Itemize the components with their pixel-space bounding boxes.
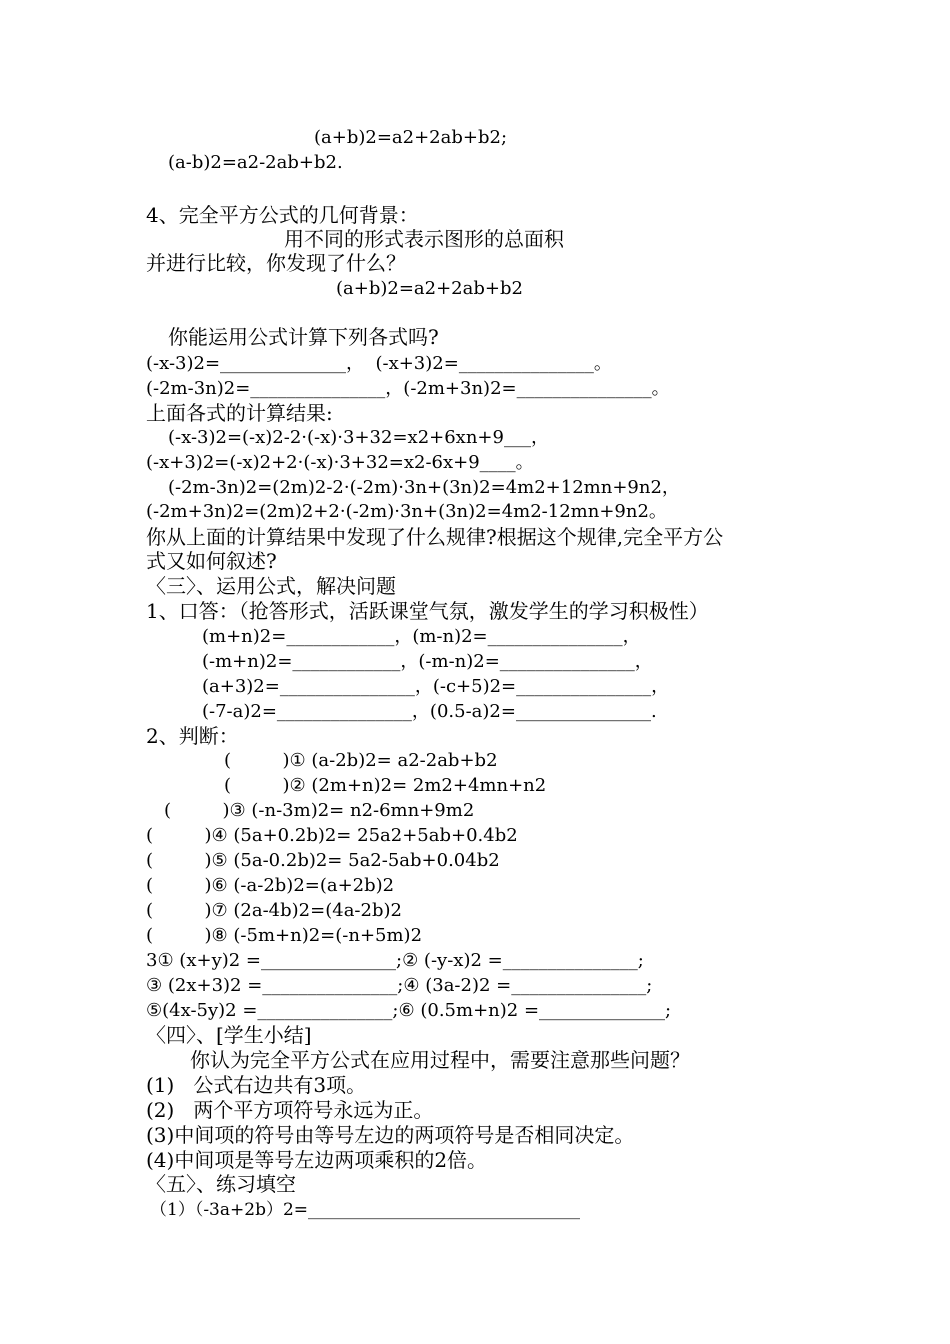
section-heading: 2、判断： [146, 724, 239, 748]
summary-item: (3)中间项的符号由等号左边的两项符号是否相同决定。 [146, 1123, 635, 1147]
text-line: 你从上面的计算结果中发现了什么规律?根据这个规律,完全平方公 [146, 525, 724, 549]
judgment-line: ( )⑧ (-5m+n)2=(-n+5m)2 [146, 925, 423, 946]
judgment-line: ( )⑤ (5a-0.2b)2= 5a2-5ab+0.04b2 [146, 850, 500, 871]
text-line: 你能运用公式计算下列各式吗? [168, 325, 439, 349]
formula-line: (a+b)2=a2+2ab+b2; [314, 127, 508, 148]
text-line: 上面各式的计算结果: [146, 401, 333, 425]
summary-item: (2) 两个平方项符号永远为正。 [146, 1098, 434, 1122]
exercise-line: ⑤(4x-5y)2 =_______________;⑥ (0.5m+n)2 =______________; [146, 1000, 672, 1021]
section-heading: 〈四〉、[学生小结] [146, 1023, 312, 1047]
solution-line: (-x+3)2=(-x)2+2·(-x)·3+32=x2-6x+9____。 [146, 452, 534, 473]
section-heading: 4、完全平方公式的几何背景： [146, 203, 419, 227]
summary-item: (1) 公式右边共有3项。 [146, 1073, 367, 1097]
text-line: 并进行比较，你发现了什么？ [146, 251, 406, 275]
exercise-line: (-2m-3n)2=_______________，(-2m+3n)2=_______________。 [146, 378, 670, 399]
judgment-line: ( )② (2m+n)2= 2m2+4mn+n2 [224, 775, 547, 796]
text-line: 用不同的形式表示图形的总面积 [284, 227, 564, 251]
exercise-line: (m+n)2=____________，(m-n)2=_______________， [202, 626, 641, 647]
solution-line: (-x-3)2=(-x)2-2·(-x)·3+32=x2+6xn+9___， [168, 427, 549, 448]
formula-line: (a+b)2=a2+2ab+b2 [336, 278, 523, 299]
exercise-line: 3① (x+y)2 =_______________;② (-y-x)2 =_______________; [146, 950, 644, 971]
solution-line: (-2m+3n)2=(2m)2+2·(-2m)·3n+(3n)2=4m2-12mn+9n2。 [146, 501, 667, 522]
judgment-line: ( )③ (-n-3m)2= n2-6mn+9m2 [164, 800, 475, 821]
judgment-line: ( )⑥ (-a-2b)2=(a+2b)2 [146, 875, 395, 896]
text-line: 式又如何叙述? [146, 549, 277, 573]
exercise-line: (a+3)2=_______________，(-c+5)2=_______________， [202, 676, 670, 697]
summary-item: (4)中间项是等号左边两项乘积的2倍。 [146, 1148, 488, 1172]
exercise-line: (-m+n)2=____________，(-m-n)2=_______________， [202, 651, 653, 672]
exercise-line: ③ (2x+3)2 =_______________;④ (3a-2)2 =_______________; [146, 975, 653, 996]
exercise-line: (-7-a)2=_______________，(0.5-a)2=_______________. [202, 701, 657, 722]
formula-line: (a-b)2=a2-2ab+b2. [168, 152, 343, 173]
exercise-line: （1）（-3a+2b）2=________________________________ [150, 1200, 581, 1220]
text-line: 你认为完全平方公式在应用过程中，需要注意那些问题？ [190, 1048, 690, 1072]
text-line: 1、口答：（抢答形式，活跃课堂气氛，激发学生的学习积极性） [146, 599, 709, 623]
solution-line: (-2m-3n)2=(2m)2-2·(-2m)·3n+(3n)2=4m2+12mn+9n2， [168, 477, 680, 498]
section-heading: 〈三〉、运用公式，解决问题 [146, 574, 396, 598]
section-heading: 〈五〉、练习填空 [146, 1172, 296, 1196]
judgment-line: ( )⑦ (2a-4b)2=(4a-2b)2 [146, 900, 402, 921]
judgment-line: ( )④ (5a+0.2b)2= 25a2+5ab+0.4b2 [146, 825, 518, 846]
exercise-line: (-x-3)2=______________， (-x+3)2=_______________。 [146, 353, 612, 374]
judgment-line: ( )① (a-2b)2= a2-2ab+b2 [224, 750, 498, 771]
